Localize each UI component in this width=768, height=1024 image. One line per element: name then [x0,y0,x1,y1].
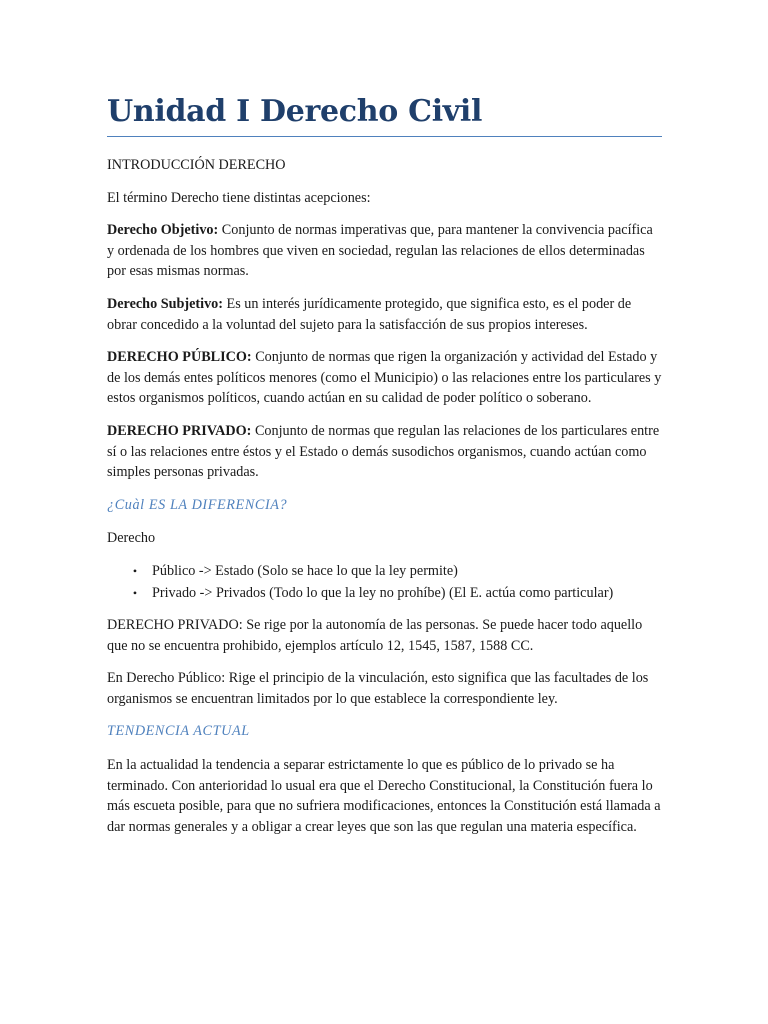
bullet-icon: • [132,563,138,578]
section-heading-introduccion: INTRODUCCIÓN DERECHO [107,157,286,173]
definition-derecho-publico [107,347,662,409]
list-item-text: Privado -> Privados (Todo lo que la ley no prohíbe) (El E. actúa como particular) [152,584,614,601]
document-title: Unidad I Derecho Civil [107,94,483,129]
definition-text: Conjunto de normas que regulan las relaciones de los particulares entre sí o las relaciones entre éstos y el Estado o demás susodichos organismos, cuando actúan como simples personas privadas. [107,422,660,481]
list-item-text: Público -> Estado (Solo se hace lo que la ley permite) [152,562,458,579]
intro-paragraph: El término Derecho tiene distintas acepciones: [107,189,371,206]
list-item [107,561,662,582]
title-underline-rule [107,136,662,137]
document-page [107,92,662,849]
definition-text: Conjunto de normas imperativas que, para mantener la convivencia pacífica y ordenada de los hombres que viven en sociedad, regulan las relaciones de ellos determinadas por esas mismas normas. [107,222,653,280]
definition-derecho-subjetivo [107,294,662,335]
tendencia-heading: TENDENCIA ACTUAL [107,723,250,740]
question-heading: ¿Cuàl ES LA DIFERENCIA? [107,496,288,513]
definition-term: Derecho Subjetivo: [107,295,223,312]
list-item [107,583,662,604]
definition-text: Conjunto de normas que rigen la organización y actividad del Estado y de los demás entes políticos menores (como el Municipio) o las relaciones entre los particulares y estos organismos políticos, cuando actúan en su calidad de poder político o soberano. [107,349,662,407]
tendencia-paragraph: En la actualidad la tendencia a separar estrictamente lo que es público de lo privado se ha terminado. Con anterioridad lo usual era que el Derecho Constitucional, la Constitución fuera lo más escueta posible, para que no sufriera modificaciones, entonces la Constitución está llamada a dar normas generales y a obligar a crear leyes que son las que regulan una materia específica. [107,757,661,835]
definition-text: Es un interés jurídicamente protegido, que significa esto, es el poder de obrar concedido a la voluntad del sujeto para la satisfacción de sus propios intereses. [107,295,632,333]
derecho-privado-paragraph: DERECHO PRIVADO: Se rige por la autonomía de las personas. Se puede hacer todo aquello que no se encuentra prohibido, ejemplos artículo 12, 1545, 1587, 1588 CC. [107,617,643,654]
definition-term: Derecho Objetivo: [107,222,219,239]
bullet-icon: • [132,585,138,600]
definition-derecho-objetivo [107,220,662,282]
derecho-label: Derecho [107,530,156,547]
definition-term: DERECHO PRIVADO: [107,422,252,439]
bullet-list [107,561,662,603]
definition-term: DERECHO PÚBLICO: [107,349,252,366]
definition-derecho-privado [107,421,662,483]
derecho-publico-paragraph: En Derecho Público: Rige el principio de la vinculación, esto significa que las facultades de los organismos se encuentran limitados por lo que establece la correspondiente ley. [107,670,649,707]
